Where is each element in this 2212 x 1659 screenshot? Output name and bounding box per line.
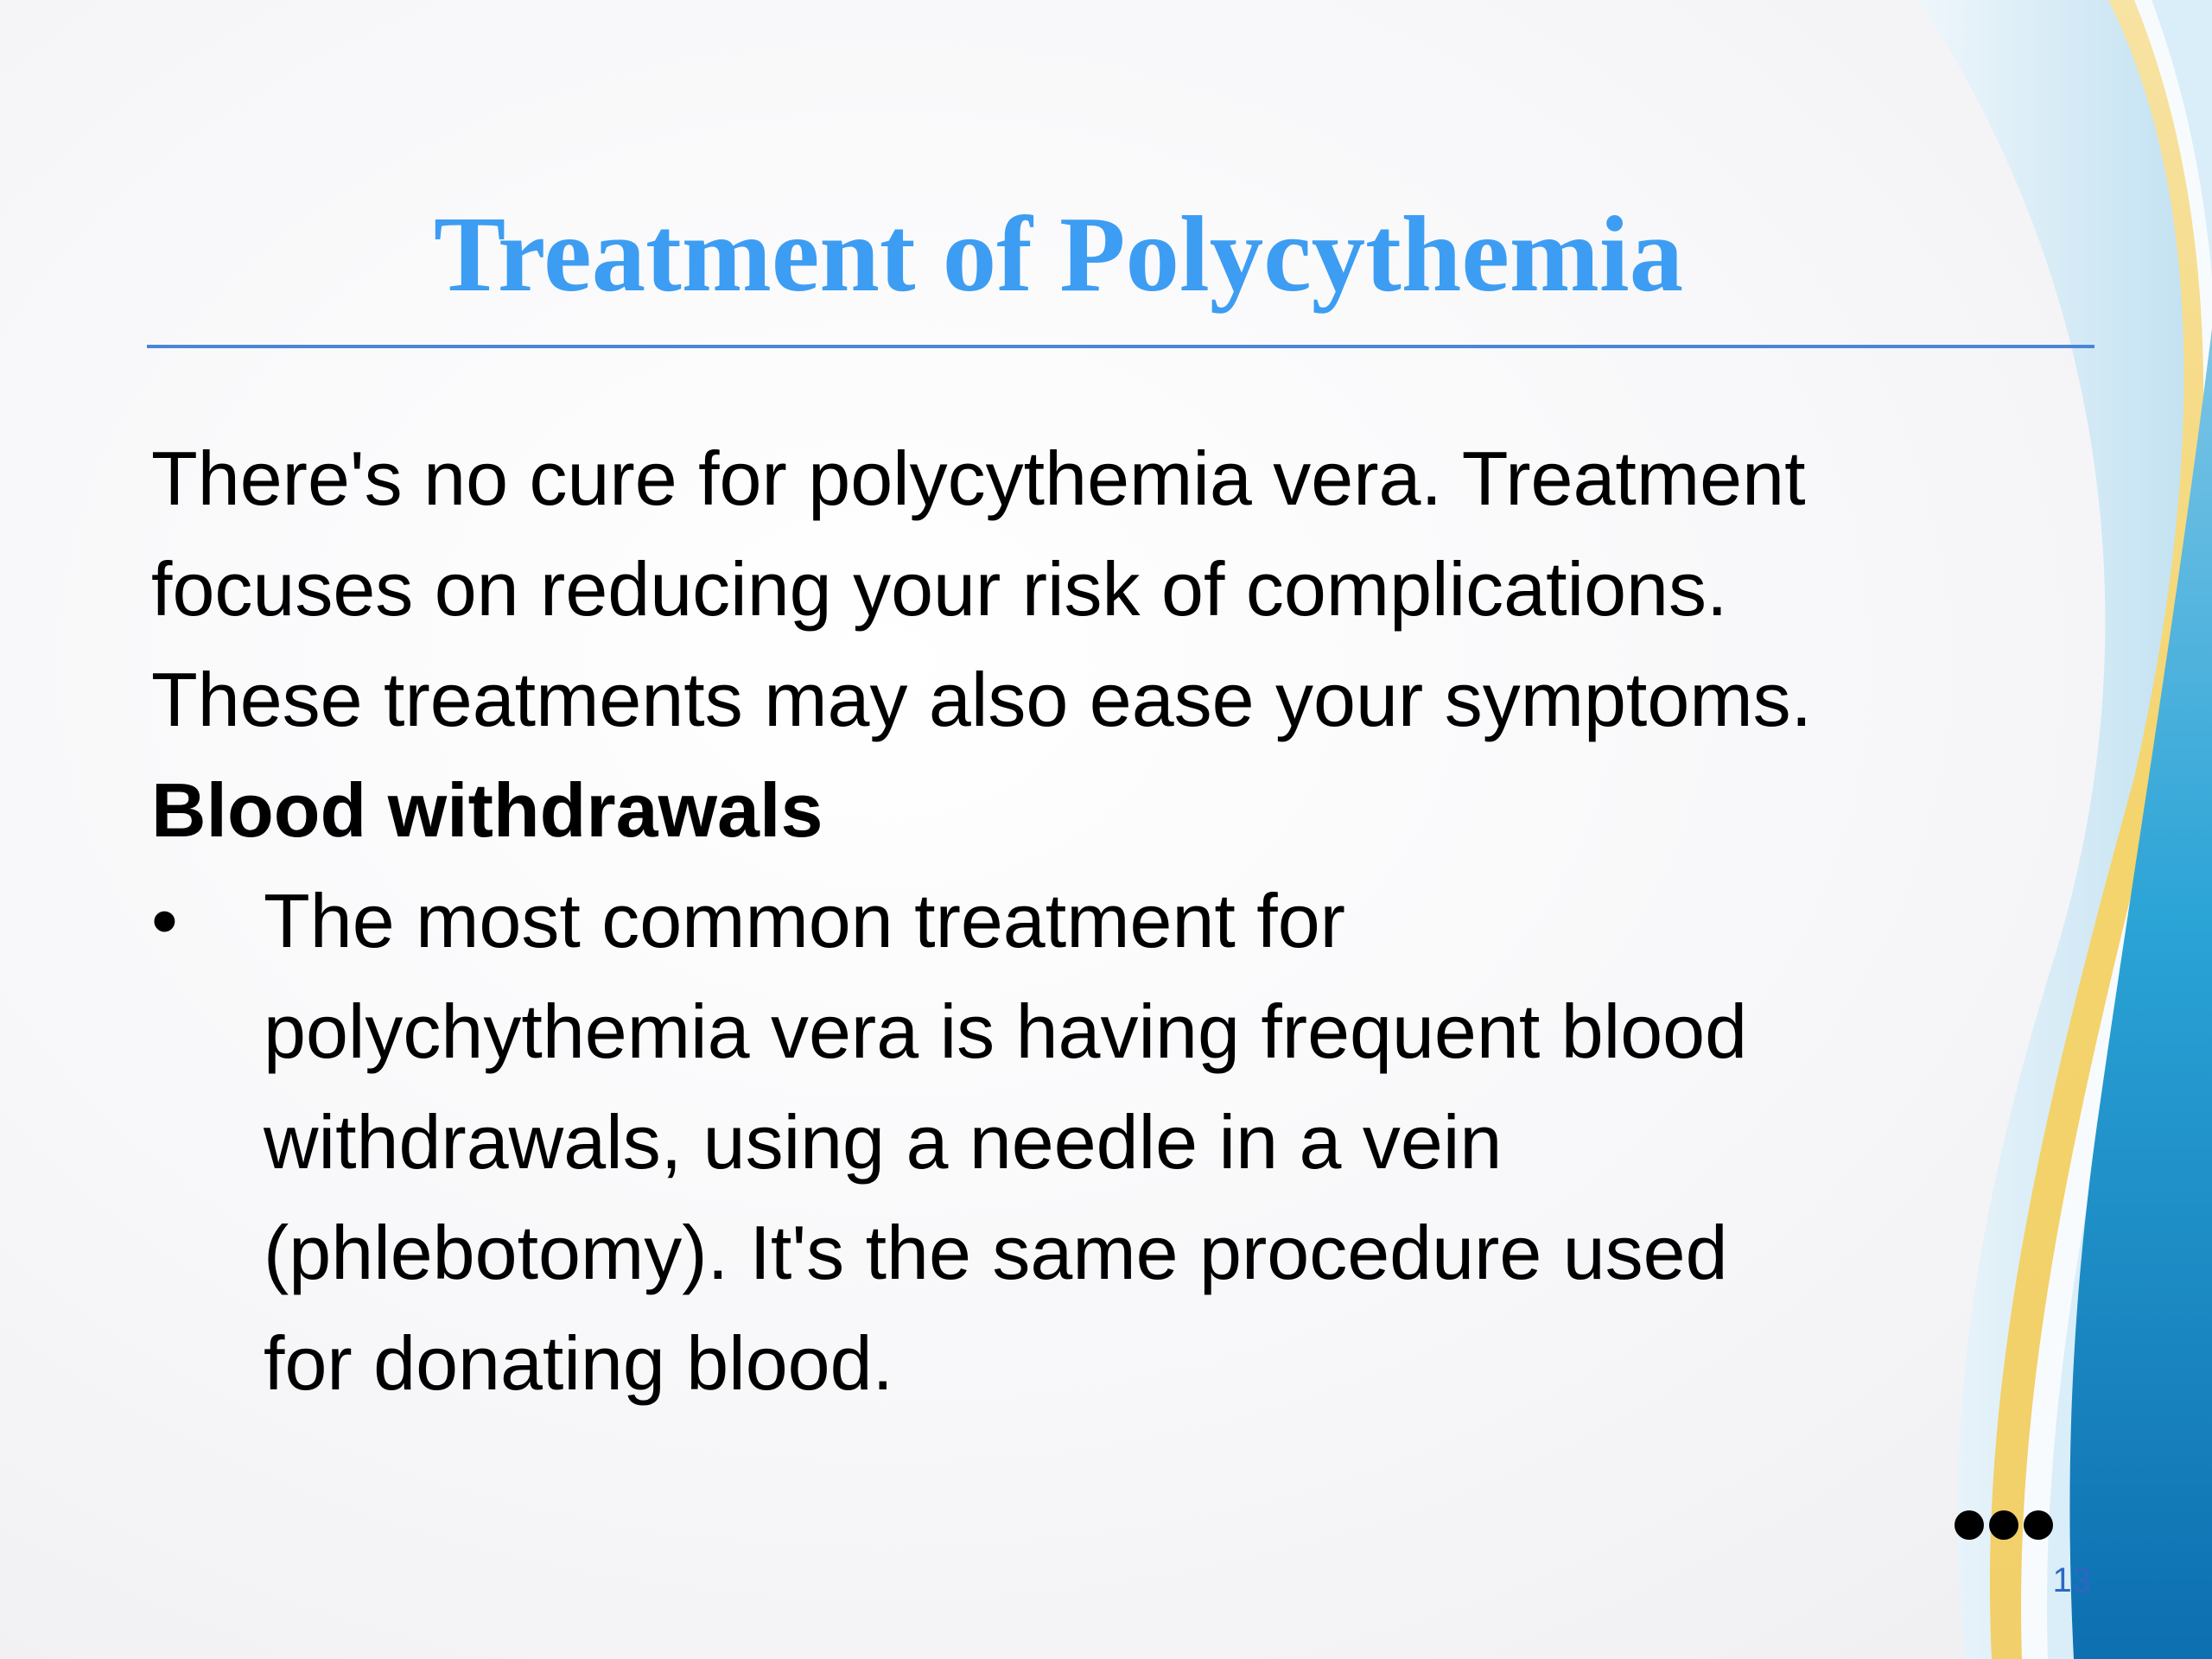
- intro-line: There's no cure for polycythemia vera. Treatment: [151, 435, 1806, 521]
- dot: [2024, 1510, 2053, 1540]
- bullet-line: withdrawals, using a needle in a vein: [264, 1099, 1503, 1185]
- dot: [1989, 1510, 2018, 1540]
- bullet-item: [151, 866, 1983, 1419]
- bullet-line: polychythemia vera is having frequent blood: [264, 988, 1748, 1074]
- intro-line: These treatments may also ease your symptoms.: [151, 657, 1813, 742]
- intro-line: focuses on reducing your risk of complications.: [151, 546, 1728, 632]
- slide-title: Treatment of Polycythemia: [433, 195, 1684, 315]
- decorative-dots-icon: [1955, 1510, 2053, 1540]
- bullet-line: for donating blood.: [264, 1320, 894, 1406]
- section-heading: Blood withdrawals: [151, 767, 823, 853]
- page-number: 13: [2052, 1561, 2091, 1599]
- bullet-marker: •: [151, 878, 178, 963]
- bullet-line: The most common treatment for: [264, 878, 1345, 963]
- dot: [1955, 1510, 1984, 1540]
- bullet-line: (phlebotomy). It's the same procedure used: [264, 1210, 1728, 1295]
- title-underline: [147, 345, 2094, 348]
- slide-body: [151, 423, 1983, 1419]
